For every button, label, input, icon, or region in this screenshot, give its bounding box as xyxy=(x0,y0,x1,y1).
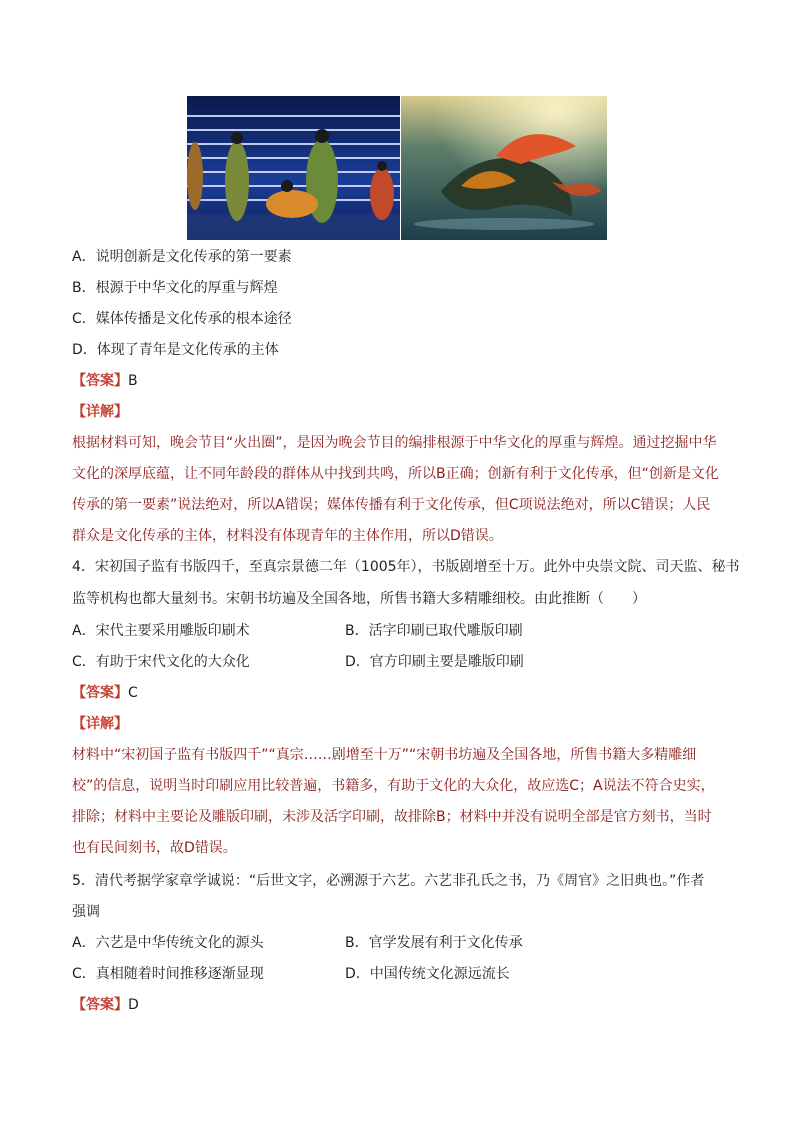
q3-option-d: D．体现了青年是文化传承的主体 xyxy=(72,342,279,358)
q5-option-b: B．官学发展有利于文化传承 xyxy=(345,935,523,951)
q5-option-a: A．六艺是中华传统文化的源头 xyxy=(72,935,264,951)
answer-label: 【答案】 xyxy=(72,997,128,1013)
q4-option-b: B．活字印刷已取代雕版印刷 xyxy=(345,623,523,639)
q3-option-a: A．说明创新是文化传承的第一要素 xyxy=(72,249,292,265)
answer-value: C xyxy=(128,685,138,701)
q4-stem-line1: 4．宋初国子监有书版四千，至真宗景德二年（1005年），书版剧增至十万。此外中央崇文院、司天监、秘书 xyxy=(72,559,740,575)
q4-option-c: C．有助于宋代文化的大众化 xyxy=(72,654,250,670)
underwater-dance-photo xyxy=(401,96,607,240)
q5-stem-line1: 5．清代考据学家章学诚说：“后世文字，必溯源于六艺。六艺非孔氏之书，乃《周官》之旧典也。”作者 xyxy=(72,873,705,889)
q4-option-d: D．官方印刷主要是雕版印刷 xyxy=(345,654,524,670)
answer-label: 【答案】 xyxy=(72,685,128,701)
answer-label: 【答案】 xyxy=(72,373,128,389)
q3-option-c: C．媒体传播是文化传承的根本途径 xyxy=(72,311,292,327)
answer-value: B xyxy=(128,373,138,389)
q4-detail-label xyxy=(72,714,128,734)
q3-answer xyxy=(72,371,138,391)
q3-option-b: B．根源于中华文化的厚重与辉煌 xyxy=(72,280,278,296)
q5-option-c: C．真相随着时间推移逐渐显现 xyxy=(72,966,264,982)
q5-option-d: D．中国传统文化源远流长 xyxy=(345,966,510,982)
dance-stage-photo xyxy=(187,96,400,240)
q3-detail-label xyxy=(72,402,128,422)
detail-label: 【详解】 xyxy=(72,404,128,420)
answer-value: D xyxy=(128,997,139,1013)
q4-answer xyxy=(72,683,138,703)
q3-detail-text: 根据材料可知，晚会节目“火出圈”，是因为晚会节目的编排根源于中华文化的厚重与辉煌。通过挖掘中华文化的深厚底蕴，让不同年龄段的群体从中找到共鸣，所以B正确；创新有利于文化传承，但“创新是文化传承的第一要素”说法绝对，所以A错误；媒体传播有利于文化传承，但C项说法绝对，所以C错误；人民群众是文化传承的主体，材料没有体现青年的主体作用，所以D错误。 xyxy=(72,435,719,544)
q5-stem-line2: 强调 xyxy=(72,904,100,920)
q4-option-a: A．宋代主要采用雕版印刷术 xyxy=(72,623,250,639)
q4-stem-line2: 监等机构也都大量刻书。宋朝书坊遍及全国各地，所售书籍大多精雕细校。由此推断（ ） xyxy=(72,591,646,607)
q5-answer xyxy=(72,995,139,1015)
stage-dancers-image xyxy=(187,96,400,240)
detail-label: 【详解】 xyxy=(72,716,128,732)
underwater-dancer-image xyxy=(401,96,607,240)
photo-row xyxy=(187,96,607,240)
q4-detail-text: 材料中“宋初国子监有书版四千”“真宗……剧增至十万”“宋朝书坊遍及全国各地，所售书籍大多精雕细校”的信息，说明当时印刷应用比较普遍，书籍多，有助于文化的大众化，故应选C；A说法不符合史实，排除；材料中主要论及雕版印刷，未涉及活字印刷，故排除B；材料中并没有说明全部是官方刻书，当时也有民间刻书，故D错误。 xyxy=(72,747,715,856)
